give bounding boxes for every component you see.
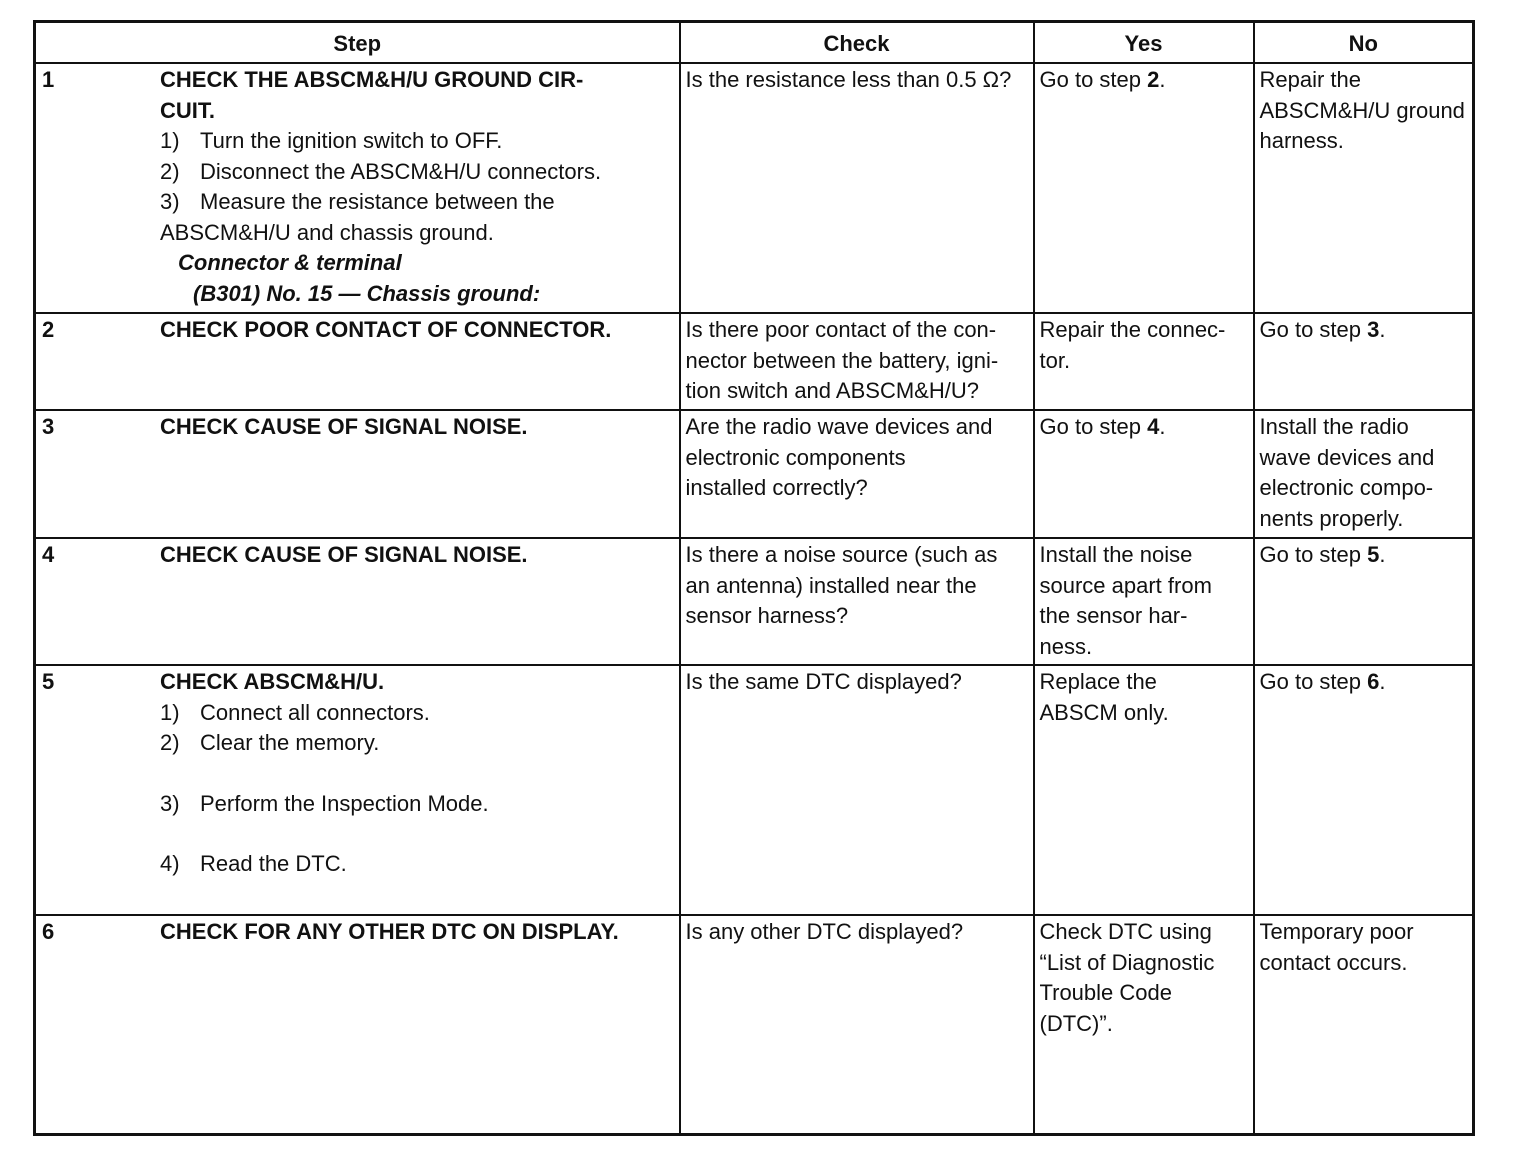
table-row <box>35 915 1474 1134</box>
connector-value: (B301) No. 15 — Chassis ground: <box>193 280 541 306</box>
check-cell: Is any other DTC displayed? <box>680 915 1034 1134</box>
sub-step-number: 4) <box>160 851 180 876</box>
step-cell <box>35 313 680 410</box>
check-line: Is there a noise source (such as <box>685 542 998 567</box>
step-number: 5 <box>42 669 55 694</box>
table-row <box>35 665 1474 915</box>
no-cell <box>1254 665 1474 915</box>
check-cell: Is the same DTC displayed? <box>680 665 1034 915</box>
step-reference: 2 <box>1147 67 1160 92</box>
step-cell <box>35 915 680 1134</box>
step-title <box>160 65 674 126</box>
check-line: Is there poor contact of the con- <box>685 317 997 342</box>
connector-label: Connector & terminal <box>178 250 402 275</box>
step-title-line: CHECK THE ABSCM&H/U GROUND CIR- <box>160 67 584 92</box>
header-step: Step <box>35 22 680 64</box>
sub-step-number: 2) <box>160 158 180 184</box>
header-yes: Yes <box>1034 22 1254 64</box>
sub-step-number: 3) <box>160 790 180 816</box>
step-title: CHECK CAUSE OF SIGNAL NOISE. <box>160 542 528 567</box>
step-reference: 4 <box>1147 414 1160 439</box>
sub-step-number: 1) <box>160 128 180 153</box>
step-cell <box>35 538 680 665</box>
check-line: electronic components <box>685 444 906 470</box>
step-title: CHECK POOR CONTACT OF CONNECTOR. <box>160 317 612 342</box>
no-text-end: . <box>1379 317 1386 342</box>
sub-step <box>160 187 674 218</box>
check-cell <box>680 538 1034 665</box>
step-reference: 6 <box>1367 669 1380 694</box>
sub-step-text: Perform the Inspection Mode. <box>200 790 489 816</box>
check-cell <box>680 410 1034 538</box>
sub-step-number: 3) <box>160 189 180 214</box>
yes-text: Go to step <box>1039 67 1148 92</box>
yes-line: ness. <box>1039 633 1093 659</box>
no-cell <box>1254 313 1474 410</box>
sub-step <box>160 849 674 880</box>
yes-cell <box>1034 538 1254 665</box>
header-row <box>35 22 1474 64</box>
sub-step-text: Disconnect the ABSCM&H/U connectors. <box>200 158 602 184</box>
yes-line: the sensor har- <box>1039 603 1188 628</box>
sub-step-number: 1) <box>160 699 180 725</box>
header-check: Check <box>680 22 1034 64</box>
step-reference: 3 <box>1367 317 1380 342</box>
sub-step-text: Clear the memory. <box>200 730 380 755</box>
sub-step <box>160 728 674 759</box>
check-cell: Is the resistance less than 0.5 Ω? <box>680 63 1034 313</box>
yes-line: Repair the connec- <box>1039 317 1226 342</box>
yes-text-end: . <box>1159 67 1166 92</box>
check-line: installed correctly? <box>685 475 868 500</box>
sub-step-number: 2) <box>160 730 180 755</box>
yes-line: Install the noise <box>1039 542 1193 567</box>
check-cell <box>680 313 1034 410</box>
sub-step-text: Connect all connectors. <box>200 699 430 725</box>
table-row <box>35 63 1474 313</box>
step-number: 4 <box>42 542 55 567</box>
step-title: CHECK FOR ANY OTHER DTC ON DISPLAY. <box>160 919 619 944</box>
sub-step <box>160 157 674 188</box>
yes-cell <box>1034 665 1254 915</box>
no-line: electronic compo- <box>1259 475 1434 500</box>
step-cell <box>35 665 680 915</box>
no-line: contact occurs. <box>1259 949 1408 975</box>
no-text-end: . <box>1379 669 1386 694</box>
table-row <box>35 313 1474 410</box>
yes-line: Check DTC using <box>1039 919 1212 944</box>
step-reference: 5 <box>1367 542 1380 567</box>
step-number: 3 <box>42 414 55 439</box>
step-cell <box>35 410 680 538</box>
no-cell <box>1254 410 1474 538</box>
no-cell <box>1254 915 1474 1134</box>
check-line: tion switch and ABSCM&H/U? <box>685 378 979 403</box>
yes-line: (DTC)”. <box>1039 1010 1113 1036</box>
sub-step-text: Turn the ignition switch to OFF. <box>200 128 503 153</box>
step-title-line: CUIT. <box>160 97 215 123</box>
step-title: CHECK ABSCM&H/U. <box>160 669 385 694</box>
no-cell: Repair the ABSCM&H/U ground harness. <box>1254 63 1474 313</box>
yes-line: Trouble Code <box>1039 980 1172 1005</box>
yes-cell <box>1034 915 1254 1134</box>
sub-step <box>160 698 674 729</box>
diagnostic-table <box>33 20 1475 1136</box>
no-line: Install the radio <box>1259 414 1409 439</box>
check-line: sensor harness? <box>685 603 849 628</box>
no-line: wave devices and <box>1259 444 1435 470</box>
no-text-end: . <box>1379 542 1386 567</box>
step-cell <box>35 63 680 313</box>
sub-step-text: Read the DTC. <box>200 851 347 876</box>
header-no: No <box>1254 22 1474 64</box>
yes-line: ABSCM only. <box>1039 699 1169 725</box>
yes-line: Replace the <box>1039 669 1157 694</box>
yes-cell <box>1034 410 1254 538</box>
sub-step <box>160 789 674 820</box>
yes-text: Go to step <box>1039 414 1148 439</box>
step-number: 1 <box>42 67 55 92</box>
yes-line: tor. <box>1039 347 1071 373</box>
check-line: nector between the battery, igni- <box>685 347 999 373</box>
no-cell <box>1254 538 1474 665</box>
step-title: CHECK CAUSE OF SIGNAL NOISE. <box>160 414 528 439</box>
yes-line: “List of Diagnostic <box>1039 949 1215 975</box>
check-line: Are the radio wave devices and <box>685 414 993 439</box>
sub-step-text: Measure the resistance between the <box>200 189 555 214</box>
step-number: 6 <box>42 919 55 944</box>
no-text: Go to step <box>1259 317 1368 342</box>
no-line: nents properly. <box>1259 505 1404 531</box>
no-text: Go to step <box>1259 669 1368 694</box>
check-line: an antenna) installed near the <box>685 572 977 598</box>
no-line: Temporary poor <box>1259 919 1414 944</box>
sub-step <box>160 126 674 157</box>
yes-text-end: . <box>1159 414 1166 439</box>
table-row <box>35 410 1474 538</box>
step-number: 2 <box>42 317 55 342</box>
yes-cell <box>1034 313 1254 410</box>
yes-line: source apart from <box>1039 572 1212 598</box>
table-row <box>35 538 1474 665</box>
sub-step-continuation: ABSCM&H/U and chassis ground. <box>160 219 494 245</box>
no-text: Go to step <box>1259 542 1368 567</box>
yes-cell <box>1034 63 1254 313</box>
